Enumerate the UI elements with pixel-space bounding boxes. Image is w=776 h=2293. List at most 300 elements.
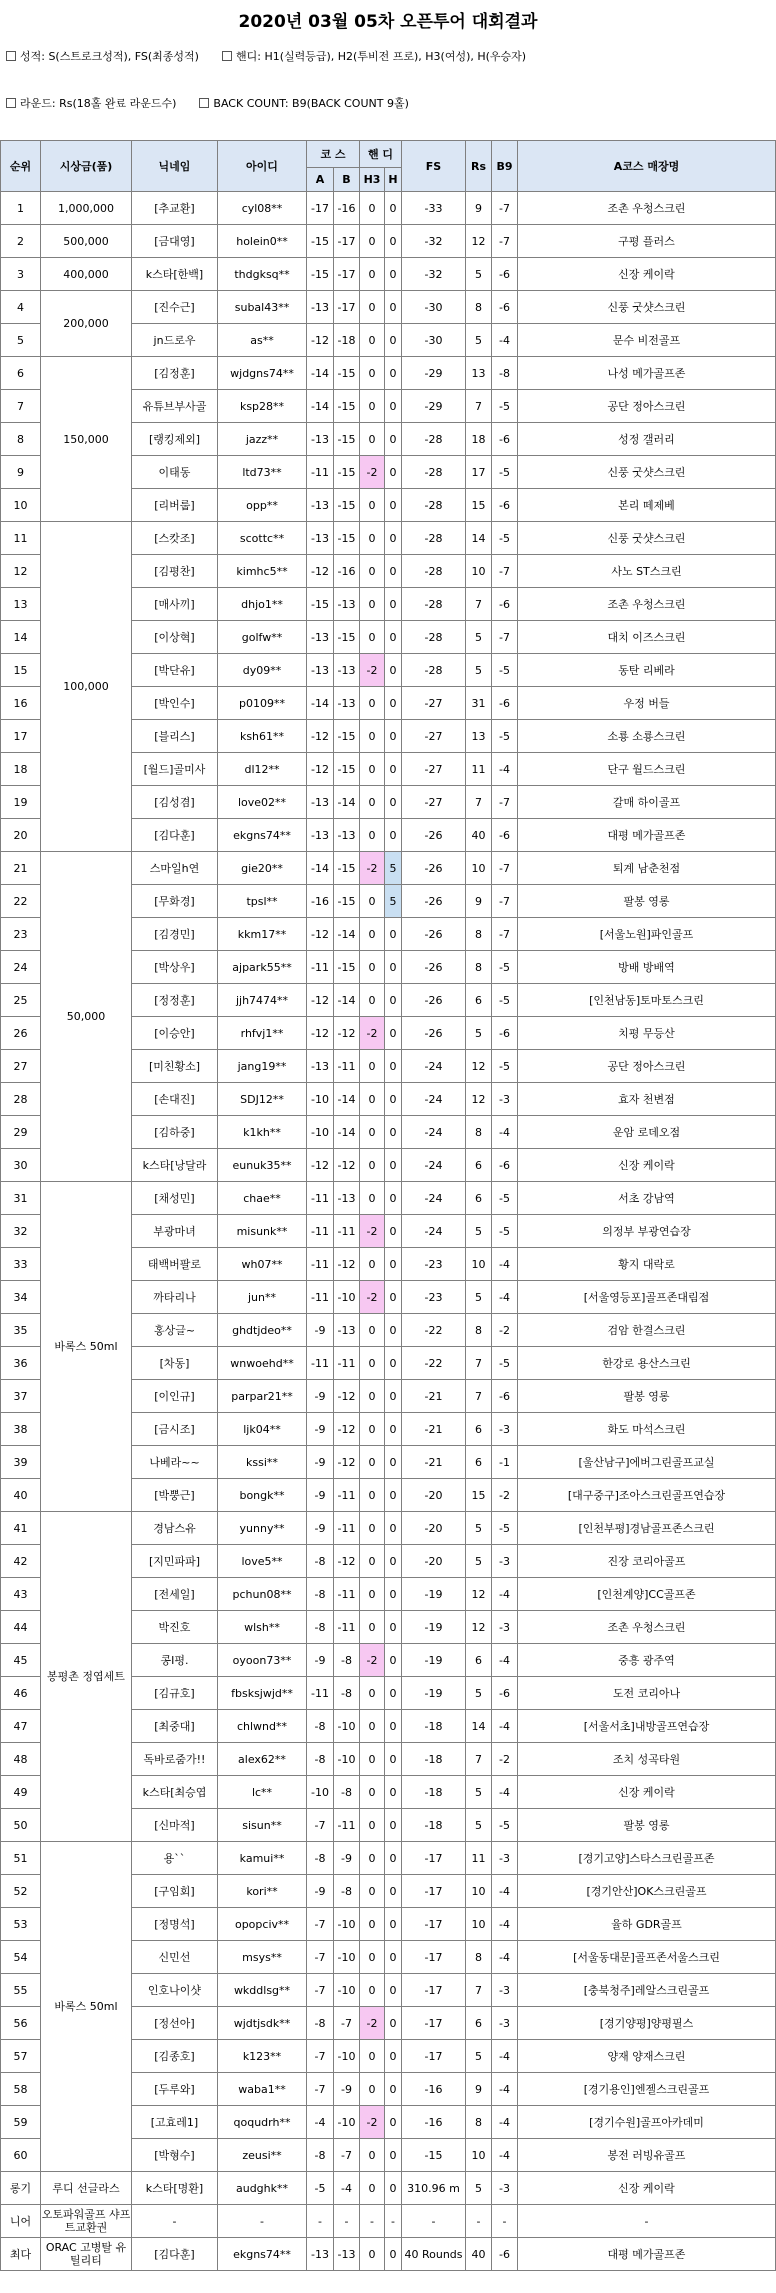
cell-h: 0 [385, 1017, 402, 1050]
cell-h: 0 [385, 1182, 402, 1215]
cell-h: 0 [385, 1215, 402, 1248]
cell-store: 화도 마석스크린 [518, 1413, 776, 1446]
cell-fs: -24 [402, 1215, 466, 1248]
cell-nick: [전세일] [132, 1578, 218, 1611]
cell-a: -17 [307, 192, 334, 225]
results-body [1, 192, 776, 2271]
cell-a: -8 [307, 1710, 334, 1743]
cell-nick: [이인규] [132, 1380, 218, 1413]
cell-a: -9 [307, 1413, 334, 1446]
cell-nick: k스타[한백] [132, 258, 218, 291]
cell-nick: [김다훈] [132, 819, 218, 852]
cell-h3: 0 [360, 2073, 385, 2106]
cell-b9: -6 [492, 489, 518, 522]
cell-id: ltd73** [218, 456, 307, 489]
cell-nick: 인호나이샷 [132, 1974, 218, 2007]
cell-prize: 루디 선글라스 [41, 2172, 132, 2205]
cell-b9: -4 [492, 1875, 518, 1908]
cell-rs: 14 [466, 1710, 492, 1743]
cell-nick: [박단유] [132, 654, 218, 687]
cell-h: 0 [385, 1974, 402, 2007]
cell-a: -12 [307, 984, 334, 1017]
prize-cell: 바록스 50ml [41, 1842, 132, 2172]
cell-fs: -18 [402, 1743, 466, 1776]
cell-fs: -20 [402, 1545, 466, 1578]
cell-b: -11 [334, 1479, 360, 1512]
cell-id: bongk** [218, 1479, 307, 1512]
checkbox-icon [199, 98, 209, 108]
cell-nick: [리버룹] [132, 489, 218, 522]
cell-rank: 45 [1, 1644, 41, 1677]
cell-rank: 12 [1, 555, 41, 588]
cell-nick: [채성민] [132, 1182, 218, 1215]
cell-nick: 유튜브부사골 [132, 390, 218, 423]
cell-id: msys** [218, 1941, 307, 1974]
cell-a: -12 [307, 918, 334, 951]
cell-b9: -4 [492, 2073, 518, 2106]
cell-nick: [스캇조] [132, 522, 218, 555]
cell-rs: 11 [466, 1842, 492, 1875]
cell-nick: [박인수] [132, 687, 218, 720]
cell-fs: -28 [402, 588, 466, 621]
cell-id: wlsh** [218, 1611, 307, 1644]
cell-a: -14 [307, 687, 334, 720]
cell-h3: 0 [360, 1743, 385, 1776]
cell-a: -7 [307, 1908, 334, 1941]
cell-store: 도전 코리아나 [518, 1677, 776, 1710]
header-course: 코 스 [307, 141, 360, 168]
cell-rs: 5 [466, 1776, 492, 1809]
cell-store: [서울서초]내방골프연습장 [518, 1710, 776, 1743]
cell-b9: -3 [492, 2172, 518, 2205]
cell-b: -8 [334, 1776, 360, 1809]
header-fs: FS [402, 141, 466, 192]
cell-id: wnwoehd** [218, 1347, 307, 1380]
cell-h: 0 [385, 1908, 402, 1941]
cell-rank: 22 [1, 885, 41, 918]
cell-fs: -17 [402, 1842, 466, 1875]
cell-a: -7 [307, 1974, 334, 2007]
cell-store: [인천부평]경남골프존스크린 [518, 1512, 776, 1545]
cell-fs: -27 [402, 720, 466, 753]
cell-fs: -17 [402, 2007, 466, 2040]
cell-prize: ORAC 고병탈 유틸리티 [41, 2238, 132, 2271]
cell-rs: 13 [466, 720, 492, 753]
cell-h3: - [360, 2205, 385, 2238]
cell-b9: -3 [492, 1413, 518, 1446]
header-rs: Rs [466, 141, 492, 192]
cell-id: dhjo1** [218, 588, 307, 621]
cell-nick: [매사끼] [132, 588, 218, 621]
cell-store: 사노 ST스크린 [518, 555, 776, 588]
cell-h: 0 [385, 1479, 402, 1512]
cell-a: -7 [307, 2073, 334, 2106]
cell-h3: -2 [360, 1215, 385, 1248]
cell-store: 소룡 소룡스크린 [518, 720, 776, 753]
cell-rs: 5 [466, 1512, 492, 1545]
cell-h3: 0 [360, 819, 385, 852]
cell-b9: -3 [492, 1974, 518, 2007]
cell-nick: jn드로우 [132, 324, 218, 357]
cell-rs: 5 [466, 258, 492, 291]
cell-fs: -26 [402, 852, 466, 885]
cell-store: 서초 강남역 [518, 1182, 776, 1215]
cell-b9: -4 [492, 1578, 518, 1611]
cell-id: wjdtjsdk** [218, 2007, 307, 2040]
cell-h3: 0 [360, 1413, 385, 1446]
cell-nick: [김경민] [132, 918, 218, 951]
header-rank: 순위 [1, 141, 41, 192]
cell-b9: -2 [492, 1743, 518, 1776]
prize-cell: 1,000,000 [41, 192, 132, 225]
cell-rank: 47 [1, 1710, 41, 1743]
table-row [1, 357, 776, 390]
cell-h3: 0 [360, 720, 385, 753]
cell-rs: 10 [466, 1908, 492, 1941]
cell-rs: 7 [466, 390, 492, 423]
legend-handicap: 핸디: H1(실력등급), H2(투비전 프로), H3(여성), H(우승자) [235, 50, 527, 63]
cell-id: love5** [218, 1545, 307, 1578]
cell-h3: 0 [360, 951, 385, 984]
cell-h3: 0 [360, 984, 385, 1017]
cell-h3: 0 [360, 1248, 385, 1281]
cell-b: -14 [334, 786, 360, 819]
cell-b: -14 [334, 1116, 360, 1149]
cell-h3: 0 [360, 588, 385, 621]
cell-id: qoqudrh** [218, 2106, 307, 2139]
cell-rank: 32 [1, 1215, 41, 1248]
cell-h3: 0 [360, 1611, 385, 1644]
cell-nick: [박상우] [132, 951, 218, 984]
header-course-b: B [334, 168, 360, 192]
cell-b: -10 [334, 1974, 360, 2007]
cell-b: -15 [334, 951, 360, 984]
table-row [1, 1182, 776, 1215]
cell-h: 0 [385, 1380, 402, 1413]
cell-b9: -5 [492, 456, 518, 489]
cell-a: -11 [307, 1281, 334, 1314]
cell-store: 조촌 우청스크린 [518, 588, 776, 621]
cell-id: alex62** [218, 1743, 307, 1776]
cell-fs: -21 [402, 1446, 466, 1479]
cell-b: -12 [334, 1017, 360, 1050]
cell-a: -13 [307, 819, 334, 852]
header-prize: 시상금(품) [41, 141, 132, 192]
cell-fs: -17 [402, 1908, 466, 1941]
cell-store: 운암 로데오점 [518, 1116, 776, 1149]
cell-fs: -19 [402, 1611, 466, 1644]
cell-store: [경기안산]OK스크린골프 [518, 1875, 776, 1908]
cell-store: 방배 방배역 [518, 951, 776, 984]
cell-h: 0 [385, 423, 402, 456]
cell-b9: -5 [492, 1182, 518, 1215]
cell-h3: 0 [360, 1875, 385, 1908]
cell-fs: -23 [402, 1281, 466, 1314]
cell-fs: -21 [402, 1413, 466, 1446]
cell-b: -15 [334, 489, 360, 522]
cell-rank: 17 [1, 720, 41, 753]
cell-b9: -6 [492, 1017, 518, 1050]
cell-store: 황지 대락로 [518, 1248, 776, 1281]
cell-a: -12 [307, 555, 334, 588]
cell-id: kssi** [218, 1446, 307, 1479]
cell-h: 0 [385, 1677, 402, 1710]
cell-h: 0 [385, 489, 402, 522]
cell-store: 한강로 용산스크린 [518, 1347, 776, 1380]
cell-b: -15 [334, 390, 360, 423]
cell-rs: 5 [466, 324, 492, 357]
cell-fs: -19 [402, 1677, 466, 1710]
cell-b9: -2 [492, 1479, 518, 1512]
cell-rank: 10 [1, 489, 41, 522]
cell-a: -11 [307, 1677, 334, 1710]
header-h3: H3 [360, 168, 385, 192]
cell-h: 0 [385, 588, 402, 621]
prize-cell: 150,000 [41, 357, 132, 522]
cell-a: -9 [307, 1479, 334, 1512]
cell-a: -13 [307, 654, 334, 687]
cell-b9: -6 [492, 1677, 518, 1710]
cell-b9: -5 [492, 984, 518, 1017]
cell-b: -13 [334, 588, 360, 621]
cell-b: -17 [334, 225, 360, 258]
cell-store: 진장 코리아골프 [518, 1545, 776, 1578]
cell-a: -13 [307, 786, 334, 819]
cell-h: 0 [385, 819, 402, 852]
checkbox-icon [6, 51, 16, 61]
cell-store: 조촌 우청스크린 [518, 192, 776, 225]
cell-store: 신풍 굿샷스크린 [518, 522, 776, 555]
legend-score: 성적: S(스트로크성적), FS(최종성적) [20, 50, 199, 63]
header-h: H [385, 168, 402, 192]
cell-b9: -5 [492, 951, 518, 984]
cell-a: -11 [307, 1347, 334, 1380]
cell-h: 0 [385, 1050, 402, 1083]
cell-nick: [추교환] [132, 192, 218, 225]
cell-rs: 7 [466, 786, 492, 819]
cell-a: -7 [307, 1941, 334, 1974]
cell-h: 0 [385, 1743, 402, 1776]
cell-h: 0 [385, 1512, 402, 1545]
cell-store: 신풍 굿샷스크린 [518, 456, 776, 489]
cell-store: [서울영등포]골프존대림점 [518, 1281, 776, 1314]
cell-fs: -17 [402, 1941, 466, 1974]
cell-id: lc** [218, 1776, 307, 1809]
cell-h: 0 [385, 984, 402, 1017]
cell-store: 갈매 하이골프 [518, 786, 776, 819]
cell-nick: - [132, 2205, 218, 2238]
cell-h: 0 [385, 720, 402, 753]
cell-id: kimhc5** [218, 555, 307, 588]
cell-nick: 경남스유 [132, 1512, 218, 1545]
cell-nick: [김규호] [132, 1677, 218, 1710]
cell-rs: 8 [466, 918, 492, 951]
cell-id: pchun08** [218, 1578, 307, 1611]
checkbox-icon [222, 51, 232, 61]
cell-nick: [김평찬] [132, 555, 218, 588]
cell-b: -10 [334, 2106, 360, 2139]
cell-a: -8 [307, 1545, 334, 1578]
cell-b: -10 [334, 1941, 360, 1974]
results-table [0, 140, 776, 2271]
cell-id: eunuk35** [218, 1149, 307, 1182]
cell-rs: 12 [466, 1578, 492, 1611]
cell-fs: -28 [402, 621, 466, 654]
cell-h: 0 [385, 1248, 402, 1281]
cell-h3: 0 [360, 2040, 385, 2073]
cell-store: 나성 메가골프존 [518, 357, 776, 390]
cell-b9: -7 [492, 852, 518, 885]
special-row-long [1, 2172, 776, 2205]
cell-rs: 5 [466, 2172, 492, 2205]
cell-b: -14 [334, 1083, 360, 1116]
cell-h: 0 [385, 2139, 402, 2172]
cell-b: -14 [334, 918, 360, 951]
cell-h3: 0 [360, 1578, 385, 1611]
cell-store: 동탄 리베라 [518, 654, 776, 687]
cell-id: waba1** [218, 2073, 307, 2106]
cell-store: 치평 무등산 [518, 1017, 776, 1050]
cell-rs: 10 [466, 555, 492, 588]
cell-rs: 6 [466, 984, 492, 1017]
cell-rank: 21 [1, 852, 41, 885]
cell-nick: [미친황소] [132, 1050, 218, 1083]
cell-nick: [고효레1] [132, 2106, 218, 2139]
cell-rs: 10 [466, 1875, 492, 1908]
cell-rs: 7 [466, 1347, 492, 1380]
cell-store: 구평 플러스 [518, 225, 776, 258]
cell-b: -8 [334, 1677, 360, 1710]
cell-nick: [정명석] [132, 1908, 218, 1941]
cell-h: 0 [385, 1083, 402, 1116]
cell-store: 신장 케이락 [518, 1149, 776, 1182]
cell-rs: 17 [466, 456, 492, 489]
cell-rs: 9 [466, 885, 492, 918]
cell-nick: [두루와] [132, 2073, 218, 2106]
header-store: A코스 매장명 [518, 141, 776, 192]
cell-a: -15 [307, 258, 334, 291]
cell-h: 0 [385, 951, 402, 984]
cell-h3: 0 [360, 423, 385, 456]
cell-rank: 41 [1, 1512, 41, 1545]
cell-store: 중흥 광주역 [518, 1644, 776, 1677]
cell-h3: 0 [360, 786, 385, 819]
cell-nick: [김성겸] [132, 786, 218, 819]
cell-id: sisun** [218, 1809, 307, 1842]
cell-fs: -27 [402, 786, 466, 819]
cell-rs: 10 [466, 2139, 492, 2172]
cell-nick: [손대진] [132, 1083, 218, 1116]
cell-b: -15 [334, 885, 360, 918]
cell-store: 율하 GDR골프 [518, 1908, 776, 1941]
table-row [1, 225, 776, 258]
cell-b: -11 [334, 1512, 360, 1545]
cell-fs: -24 [402, 1116, 466, 1149]
cell-a: -12 [307, 720, 334, 753]
cell-id: rhfvj1** [218, 1017, 307, 1050]
cell-fs: -28 [402, 423, 466, 456]
cell-nick: 신민선 [132, 1941, 218, 1974]
cell-h: 0 [385, 1149, 402, 1182]
cell-rs: 8 [466, 1314, 492, 1347]
cell-fs: -19 [402, 1578, 466, 1611]
cell-b9: -5 [492, 1809, 518, 1842]
cell-b9: -6 [492, 687, 518, 720]
cell-fs: -32 [402, 258, 466, 291]
cell-fs: -28 [402, 456, 466, 489]
cell-a: -12 [307, 324, 334, 357]
cell-h: 0 [385, 2073, 402, 2106]
table-row [1, 1512, 776, 1545]
prize-cell: 200,000 [41, 291, 132, 357]
cell-b9: -4 [492, 324, 518, 357]
cell-h3: 0 [360, 258, 385, 291]
cell-nick: [정선아] [132, 2007, 218, 2040]
header-nickname: 닉네임 [132, 141, 218, 192]
cell-h: 0 [385, 1116, 402, 1149]
cell-rs: 13 [466, 357, 492, 390]
cell-b: -4 [334, 2172, 360, 2205]
cell-id: ljk04** [218, 1413, 307, 1446]
cell-rs: 9 [466, 2073, 492, 2106]
cell-b: -15 [334, 753, 360, 786]
cell-store: 성정 갤러리 [518, 423, 776, 456]
cell-h3: 0 [360, 357, 385, 390]
cell-rank: 44 [1, 1611, 41, 1644]
cell-a: -9 [307, 1314, 334, 1347]
cell-fs: -26 [402, 1017, 466, 1050]
cell-b: -11 [334, 1809, 360, 1842]
cell-b9: -5 [492, 1512, 518, 1545]
cell-fs: -27 [402, 753, 466, 786]
cell-nick: [신마적] [132, 1809, 218, 1842]
cell-fs: -30 [402, 324, 466, 357]
cell-rs: 8 [466, 291, 492, 324]
cell-b9: -6 [492, 588, 518, 621]
cell-b: -18 [334, 324, 360, 357]
cell-b: -12 [334, 1149, 360, 1182]
cell-id: ghdtjdeo** [218, 1314, 307, 1347]
cell-store: 팔봉 영롱 [518, 1809, 776, 1842]
cell-h: 0 [385, 1314, 402, 1347]
cell-b9: -7 [492, 918, 518, 951]
cell-a: -16 [307, 885, 334, 918]
cell-nick: 박진호 [132, 1611, 218, 1644]
cell-h3: 0 [360, 1842, 385, 1875]
cell-id: ajpark55** [218, 951, 307, 984]
header-b9: B9 [492, 141, 518, 192]
cell-rs: 5 [466, 654, 492, 687]
cell-b: -12 [334, 1413, 360, 1446]
cell-a: -11 [307, 1182, 334, 1215]
cell-b: -12 [334, 1380, 360, 1413]
cell-rank: 50 [1, 1809, 41, 1842]
cell-h3: 0 [360, 687, 385, 720]
cell-fs: -24 [402, 1149, 466, 1182]
cell-a: -11 [307, 456, 334, 489]
cell-nick: [블리스] [132, 720, 218, 753]
cell-id: kamui** [218, 1842, 307, 1875]
cell-fs: -32 [402, 225, 466, 258]
cell-id: chae** [218, 1182, 307, 1215]
cell-rank: 54 [1, 1941, 41, 1974]
table-row [1, 1842, 776, 1875]
cell-rs: 15 [466, 1479, 492, 1512]
cell-store: [서울노원]파인골프 [518, 918, 776, 951]
cell-nick: 나베라~~ [132, 1446, 218, 1479]
cell-nick: [김하중] [132, 1116, 218, 1149]
cell-b9: -4 [492, 2040, 518, 2073]
